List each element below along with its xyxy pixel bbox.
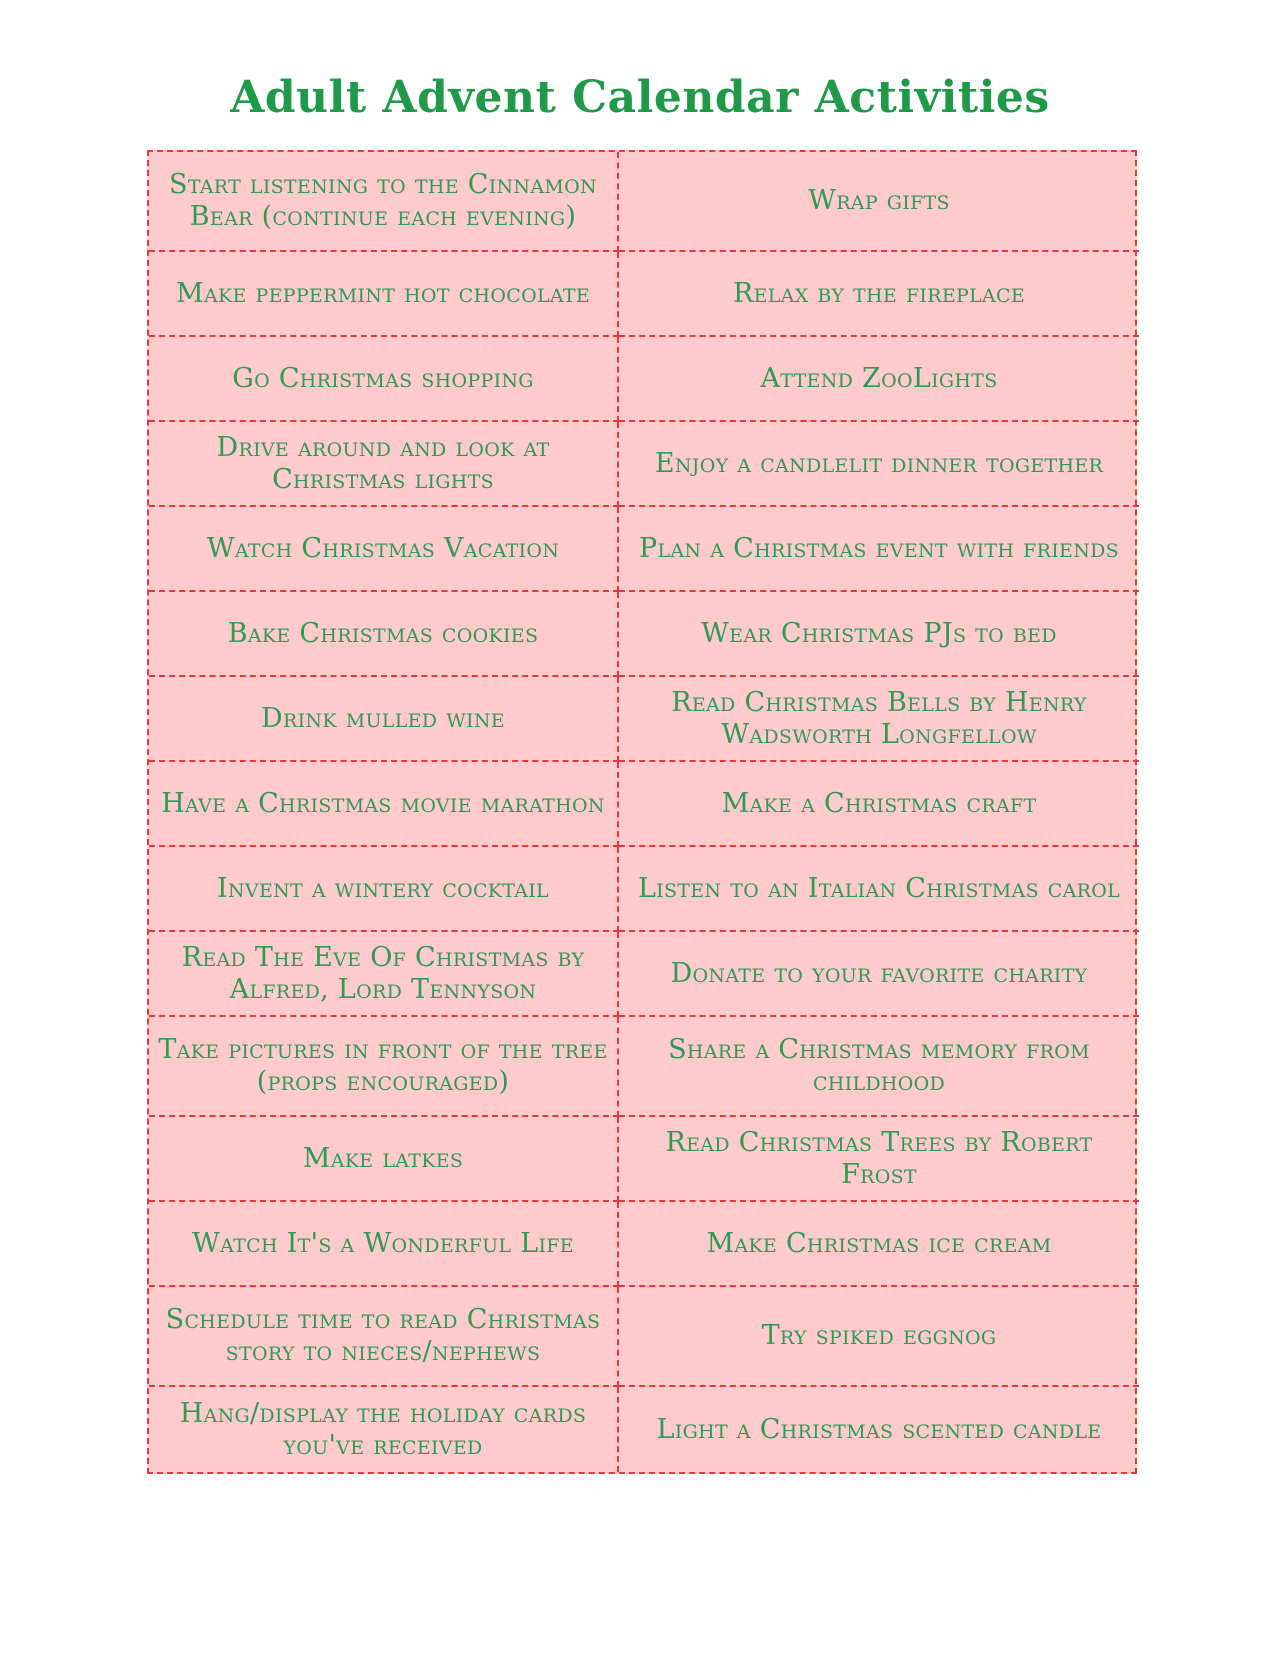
activity-cell-4-left: Drive around and look at Christmas lights — [149, 422, 619, 507]
activity-cell-7-right: Read Christmas Bells by Henry Wadsworth Longfellow — [619, 677, 1139, 762]
activity-cell-2-left: Make peppermint hot chocolate — [149, 252, 619, 337]
activity-cell-5-left: Watch Christmas Vacation — [149, 507, 619, 592]
activity-cell-4-right: Enjoy a candlelit dinner together — [619, 422, 1139, 507]
activity-cell-14-right: Try spiked eggnog — [619, 1287, 1139, 1387]
activity-cell-2-right: Relax by the fireplace — [619, 252, 1139, 337]
page-title: Adult Advent Calendar Activities — [230, 72, 1050, 123]
activity-cell-10-right: Donate to your favorite charity — [619, 932, 1139, 1017]
activity-cell-7-left: Drink mulled wine — [149, 677, 619, 762]
activity-cell-1-left: Start listening to the Cinnamon Bear (continue each evening) — [149, 152, 619, 252]
activity-cell-12-right: Read Christmas Trees by Robert Frost — [619, 1117, 1139, 1202]
activity-cell-1-right: Wrap gifts — [619, 152, 1139, 252]
activity-cell-5-right: Plan a Christmas event with friends — [619, 507, 1139, 592]
activity-cell-6-left: Bake Christmas cookies — [149, 592, 619, 677]
activity-cell-10-left: Read The Eve Of Christmas by Alfred, Lord Tennyson — [149, 932, 619, 1017]
activity-cell-14-left: Schedule time to read Christmas story to nieces/nephews — [149, 1287, 619, 1387]
activity-cell-3-right: Attend ZooLights — [619, 337, 1139, 422]
activity-cell-15-right: Light a Christmas scented candle — [656, 1413, 1102, 1445]
activity-cell-9-right: Listen to an Italian Christmas carol — [619, 847, 1139, 932]
activity-cell-13-left: Watch It's a Wonderful Life — [149, 1202, 619, 1287]
activity-cell-6-right: Wear Christmas PJs to bed — [619, 592, 1139, 677]
activity-cell-11-right: Share a Christmas memory from childhood — [619, 1017, 1139, 1117]
activity-cell-8-right: Make a Christmas craft — [619, 762, 1139, 847]
activity-cell-9-left: Invent a wintery cocktail — [149, 847, 619, 932]
activity-cell-8-left: Have a Christmas movie marathon — [149, 762, 619, 847]
activity-grid — [147, 150, 1137, 1474]
activity-cell-15-left: Hang/display the holiday cards you've received — [149, 1387, 619, 1472]
activity-cell-13-right: Make Christmas ice cream — [619, 1202, 1139, 1287]
activity-cell-3-left: Go Christmas shopping — [149, 337, 619, 422]
activity-cell-12-left: Make latkes — [149, 1117, 619, 1202]
activity-cell-11-left: Take pictures in front of the tree (props encouraged) — [149, 1017, 619, 1117]
